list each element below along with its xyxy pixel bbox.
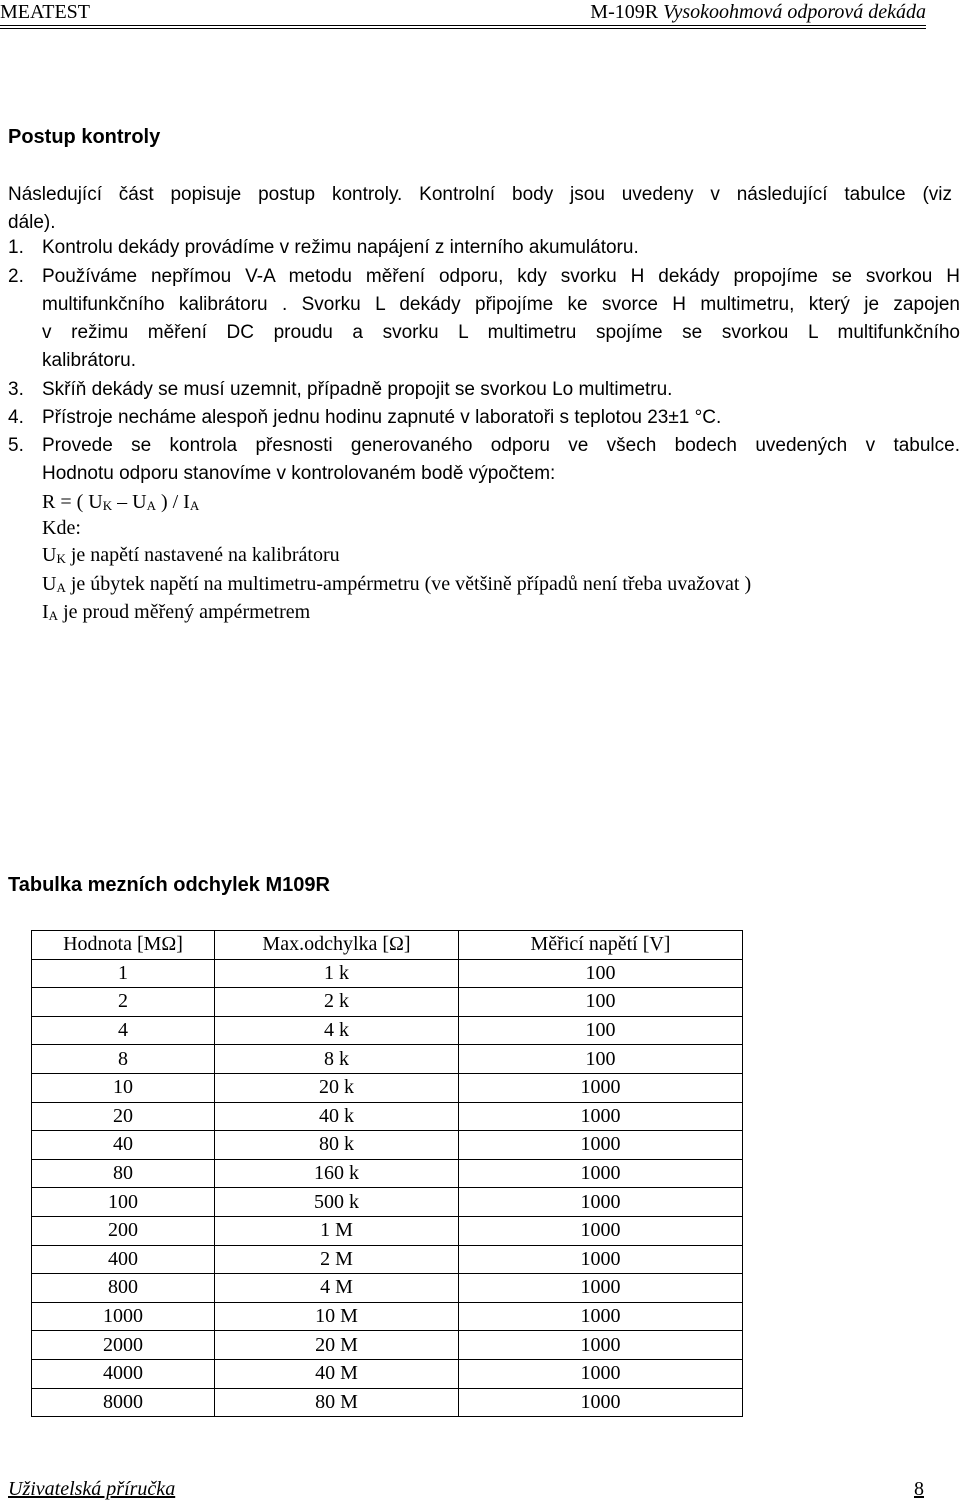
page-header [0, 0, 960, 26]
cell-voltage: 1000 [459, 1073, 743, 1102]
table-title: Tabulka mezních odchylek M109R [8, 874, 330, 896]
cell-voltage: 100 [459, 959, 743, 988]
definition-uk [42, 541, 340, 573]
header-rule [0, 25, 926, 26]
limits-table [31, 930, 743, 1417]
cell-value: 20 [32, 1102, 215, 1131]
cell-value: 4000 [32, 1359, 215, 1388]
cell-value: 80 [32, 1159, 215, 1188]
def-subscript: A [48, 608, 59, 623]
step-4 [8, 404, 722, 432]
cell-voltage: 1000 [459, 1131, 743, 1160]
cell-deviation: 500 k [215, 1188, 459, 1217]
cell-value: 200 [32, 1216, 215, 1245]
step-number: 3. [8, 379, 24, 400]
table-row [32, 1359, 743, 1388]
cell-value: 40 [32, 1131, 215, 1160]
cell-voltage: 100 [459, 1016, 743, 1045]
cell-voltage: 1000 [459, 1188, 743, 1217]
table-row [32, 959, 743, 988]
header-rule-double [0, 28, 926, 29]
cell-deviation: 1 k [215, 959, 459, 988]
step-text: Kontrolu dekády provádíme v režimu napájení z interního akumulátoru. [42, 237, 639, 258]
step-3 [8, 376, 673, 404]
def-symbol: I [42, 601, 49, 623]
formula-intro: Hodnotu odporu stanovíme v kontrolovaném bodě výpočtem: [42, 463, 556, 484]
step-5-text: Provede se kontrola přesnosti generovaného odporu ve všech bodech uvedených v tabulce. [42, 435, 960, 456]
cell-value: 4 [32, 1016, 215, 1045]
cell-value: 8 [32, 1045, 215, 1074]
cell-voltage: 1000 [459, 1388, 743, 1417]
table-row [32, 1131, 743, 1160]
table-row [32, 1188, 743, 1217]
cell-deviation: 10 M [215, 1302, 459, 1331]
def-text: je proud měřený ampérmetrem [58, 601, 311, 623]
step-1 [8, 234, 639, 262]
formula-sub-a2: A [189, 498, 200, 513]
step-number: 1. [8, 237, 24, 258]
cell-value: 1 [32, 959, 215, 988]
table-row [32, 1245, 743, 1274]
formula-sub-a: A [146, 498, 156, 513]
header-title-rest: Vysokoohmová odporová dekáda [658, 1, 926, 23]
cell-voltage: 1000 [459, 1102, 743, 1131]
cell-voltage: 1000 [459, 1245, 743, 1274]
table-row [32, 1045, 743, 1074]
cell-deviation: 8 k [215, 1045, 459, 1074]
cell-deviation: 1 M [215, 1216, 459, 1245]
cell-deviation: 20 M [215, 1331, 459, 1360]
definition-ia [42, 598, 310, 630]
step-2-line-1: Používáme nepřímou V-A metodu měření odporu, kdy svorku H dekády propojíme se svorkou H [42, 266, 960, 287]
header-document-title: M-109R Vysokoohmová odporová dekáda [590, 1, 926, 23]
header-company: MEATEST [0, 1, 90, 23]
column-header-deviation: Max.odchylka [Ω] [215, 931, 459, 960]
formula-part-div: ) / I [155, 491, 190, 513]
cell-deviation: 4 k [215, 1016, 459, 1045]
step-2-line-2: multifunkčního kalibrátoru . Svorku L dekády připojíme ke svorce H multimetru, který je zapojen [42, 294, 960, 315]
table-row [32, 1274, 743, 1303]
cell-voltage: 1000 [459, 1302, 743, 1331]
cell-deviation: 80 k [215, 1131, 459, 1160]
cell-voltage: 1000 [459, 1331, 743, 1360]
cell-deviation: 40 k [215, 1102, 459, 1131]
section-title: Postup kontroly [8, 126, 161, 148]
step-2-number: 2. [8, 266, 24, 287]
def-subscript: K [56, 551, 66, 566]
cell-deviation: 20 k [215, 1073, 459, 1102]
def-text: je úbytek napětí na multimetru-ampérmetru (ve většině případů není třeba uvažovat ) [65, 573, 752, 595]
step-text: Skříň dekády se musí uzemnit, případně propojit se svorkou Lo multimetru. [42, 379, 673, 400]
table-row [32, 1331, 743, 1360]
column-header-voltage: Měřicí napětí [V] [459, 931, 743, 960]
intro-paragraph-cont: dále). [8, 212, 56, 233]
formula-part-r: R = ( U [42, 491, 103, 513]
table-row [32, 1102, 743, 1131]
cell-voltage: 1000 [459, 1359, 743, 1388]
def-subscript: A [56, 580, 66, 595]
table-header-row [32, 931, 743, 960]
step-2-line-4: kalibrátoru. [42, 350, 136, 371]
table-row [32, 988, 743, 1017]
cell-deviation: 4 M [215, 1274, 459, 1303]
step-text: Přístroje necháme alespoň jednu hodinu zapnuté v laboratoři s teplotou 23±1 °C. [42, 407, 722, 428]
cell-value: 10 [32, 1073, 215, 1102]
table-row [32, 1016, 743, 1045]
cell-deviation: 80 M [215, 1388, 459, 1417]
cell-deviation: 160 k [215, 1159, 459, 1188]
cell-voltage: 100 [459, 1045, 743, 1074]
footer-page-number: 8 [914, 1478, 924, 1500]
cell-value: 1000 [32, 1302, 215, 1331]
cell-deviation: 2 k [215, 988, 459, 1017]
cell-voltage: 1000 [459, 1274, 743, 1303]
formula-sub-k: K [102, 498, 113, 513]
column-header-value: Hodnota [MΩ] [32, 931, 215, 960]
cell-voltage: 1000 [459, 1216, 743, 1245]
cell-voltage: 100 [459, 988, 743, 1017]
cell-value: 800 [32, 1274, 215, 1303]
formula-part-minus-u: – U [112, 491, 147, 513]
cell-value: 100 [32, 1188, 215, 1217]
table-row [32, 1073, 743, 1102]
def-text: je napětí nastavené na kalibrátoru [65, 544, 340, 566]
intro-paragraph: Následující část popisuje postup kontroly. Kontrolní body jsou uvedeny v následující tabulce (viz [8, 184, 952, 205]
def-symbol: U [42, 573, 57, 595]
cell-value: 2000 [32, 1331, 215, 1360]
where-label: Kde: [42, 517, 81, 539]
cell-value: 400 [32, 1245, 215, 1274]
table-row [32, 1388, 743, 1417]
table-row [32, 1159, 743, 1188]
table-row [32, 1216, 743, 1245]
cell-deviation: 40 M [215, 1359, 459, 1388]
cell-deviation: 2 M [215, 1245, 459, 1274]
step-5-number: 5. [8, 435, 24, 456]
table-row [32, 1302, 743, 1331]
footer-manual-label: Uživatelská příručka [8, 1478, 176, 1500]
cell-voltage: 1000 [459, 1159, 743, 1188]
step-number: 4. [8, 407, 24, 428]
def-symbol: U [42, 544, 57, 566]
cell-value: 2 [32, 988, 215, 1017]
step-2-line-3: v režimu měření DC proudu a svorku L multimetru spojíme se svorkou L multifunkčního [42, 322, 960, 343]
cell-value: 8000 [32, 1388, 215, 1417]
